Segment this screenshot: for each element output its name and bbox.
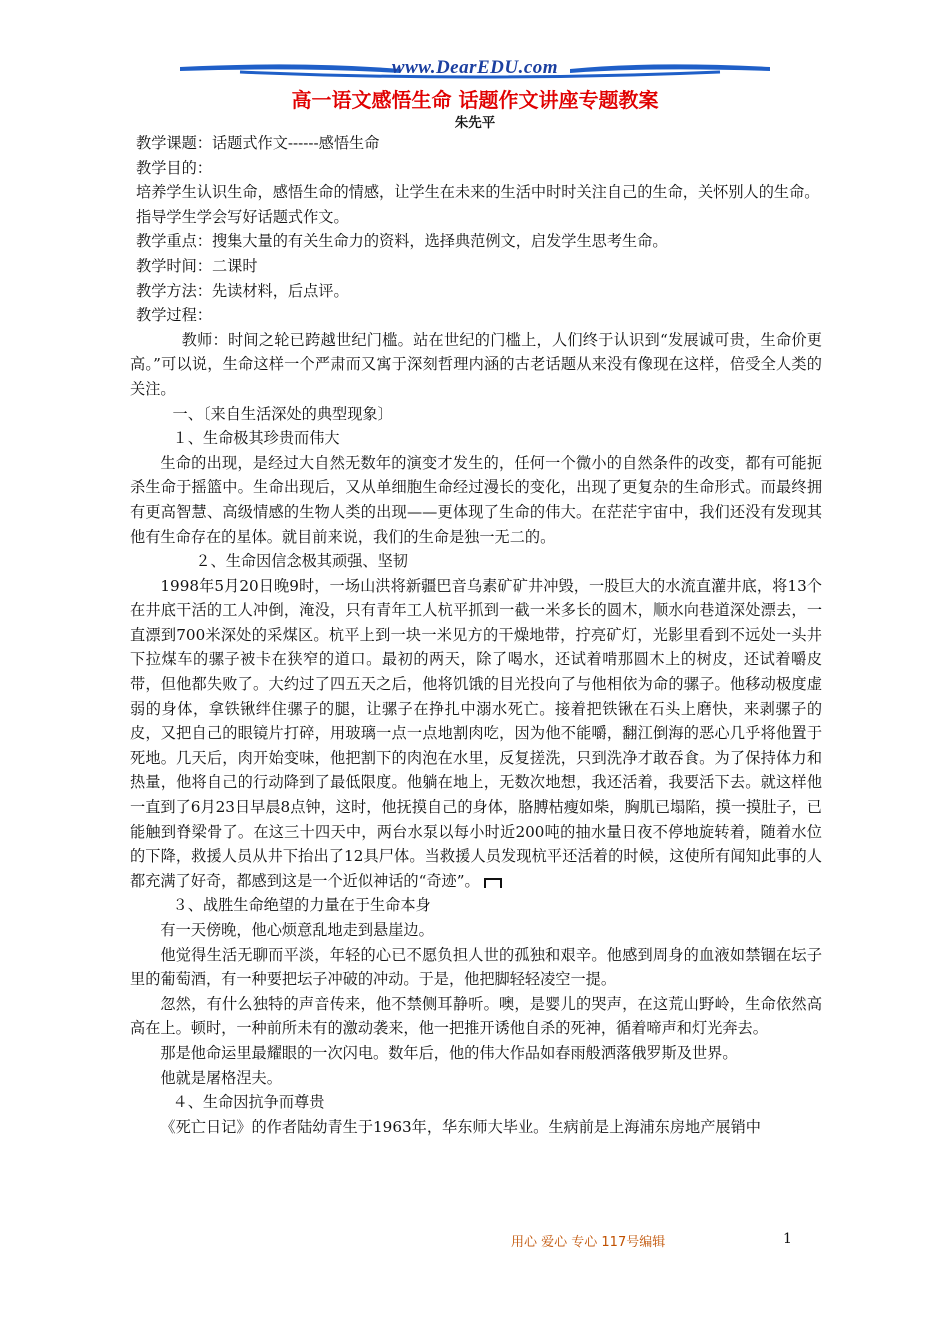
paragraph-cliff: 有一天傍晚，他心烦意乱地走到悬崖边。 bbox=[160, 921, 434, 939]
subheading-2: ２、生命因信念极其顽强、坚韧 bbox=[195, 552, 408, 571]
lesson-time: 教学时间：二课时 bbox=[136, 256, 258, 275]
lesson-goal-1: 培养学生认识生命，感悟生命的情感，让学生在未来的生活中时时关注自己的生命，关怀别人的生命。 bbox=[136, 183, 820, 202]
document-body bbox=[130, 131, 822, 1139]
paragraph-boredom: 他觉得生活无聊而平淡，年轻的心已不愿负担人世的孤独和艰辛。他感到周身的血液如禁锢在坛子里的葡萄酒，有一种要把坛子冲破的冲动。于是，他把脚轻轻凌空一提。 bbox=[130, 945, 822, 989]
teacher-intro-paragraph: 教师：时间之轮已跨越世纪门槛。站在世纪的门槛上，人们终于认识到“发展诚可贵，生命价更高。”可以说，生命这样一个严肃而又寓于深刻哲理内涵的古老话题从来没有像现在这样，倍受全人类的关注。 bbox=[130, 330, 822, 398]
lesson-goal-heading: 教学目的： bbox=[136, 158, 212, 177]
subheading-3: ３、战胜生命绝望的力量在于生命本身 bbox=[172, 896, 431, 915]
paragraph-death-diary: 《死亡日记》的作者陆幼青生于1963年，华东师大毕业。生病前是上海浦东房地产展销中 bbox=[160, 1117, 761, 1136]
paragraph-baby-cry: 忽然，有什么独特的声音传来，他不禁侧耳静听。噢，是婴儿的哭声，在这荒山野岭，生命依然高高在上。顿时，一种前所未有的激动袭来，他一把推开诱他自杀的死神，循着啼声和灯光奔去。 bbox=[130, 994, 822, 1038]
footer-slogan: 用心 爱心 专心 117号编辑 bbox=[511, 1235, 666, 1250]
page-number: 1 bbox=[783, 1231, 792, 1247]
document-title: 高一语文感悟生命 话题作文讲座专题教案 bbox=[291, 88, 659, 112]
lesson-method: 教学方法：先读材料，后点评。 bbox=[136, 281, 349, 300]
lesson-process-heading: 教学过程： bbox=[136, 306, 212, 325]
return-mark-icon bbox=[484, 878, 502, 888]
document-author: 朱先平 bbox=[454, 115, 496, 131]
section-heading-1: 一、〔来自生活深处的典型现象〕 bbox=[172, 404, 393, 423]
subheading-1: １、生命极其珍贵而伟大 bbox=[172, 429, 340, 448]
lesson-goal-2: 指导学生学会写好话题式作文。 bbox=[136, 207, 349, 226]
paragraph-life-precious: 生命的出现，是经过大自然无数年的演变才发生的，任何一个微小的自然条件的改变，都有可能扼杀生命于摇篮中。生命出现后，又从单细胞生命经过漫长的变化，出现了更复杂的生命形式。而最终拥有更高智慧、高级情感的生物人类的出现——更体现了生命的伟大。在茫茫宇宙中，我们还没有发现其他有生命存在的星体。就目前来说，我们的生命是独一无二的。 bbox=[130, 453, 822, 546]
site-url: www.DearEDU.com bbox=[391, 57, 559, 78]
paragraph-hang-ping-story bbox=[130, 574, 822, 894]
lesson-focus: 教学重点：搜集大量的有关生命力的资料，选择典范例文，启发学生思考生命。 bbox=[136, 232, 668, 251]
lesson-topic: 教学课题：话题式作文------感悟生命 bbox=[136, 134, 380, 152]
subheading-4: ４、生命因抗争而尊贵 bbox=[172, 1093, 325, 1112]
paragraph-lightning: 那是他命运里最耀眼的一次闪电。数年后，他的伟大作品如春雨般洒落俄罗斯及世界。 bbox=[160, 1043, 738, 1062]
paragraph-hang-ping-text: 1998年5月20日晚9时，一场山洪将新疆巴音乌素矿矿井冲毁，一股巨大的水流直灌井底，将13个在井底干活的工人冲倒，淹没，只有青年工人杭平抓到一截一米多长的圆木，顺水向巷道深处漂去，一直漂到700米深处的采煤区。杭平上到一块一米见方的干燥地带，拧亮矿灯，光影里看到不远处一头井下拉煤车的骡子被卡在狭窄的道口。最初的两天，除了喝水，还试着啃那圆木上的树皮，还试着嚼皮带，但他都失败了。大约过了四五天之后，他将饥饿的目光投向了与他相依为命的骡子。他移动极度虚弱的身体，拿铁锹绊住骡子的腿，让骡子在挣扎中溺水死亡。接着把铁锹在石头上磨快，来剥骡子的皮，又把自己的眼镜片打碎，用玻璃一点一点地割肉吃，因为他不能嚼，翻江倒海的恶心几乎将他置于死地。几天后，肉开始变味，他把割下的肉泡在水里，反复搓洗，只到洗净才敢吞食。为了保持体力和热量，他将自己的行动降到了最低限度。他躺在地上，无数次地想，我还活着，我要活下去。就这样他一直到了6月23日早晨8点钟，这时，他抚摸自己的身体，胳膊枯瘦如柴，胸肌已塌陷，摸一摸肚子，已能触到脊梁骨了。在这三十四天中，两台水泵以每小时近200吨的抽水量日夜不停地旋转着，随着水位的下降，救援人员从井下抬出了12具尸体。当救援人员发现杭平还活着的时候，这使所有闻知此事的人都充满了好奇，都感到这是一个近似神话的“奇迹”。 bbox=[130, 576, 822, 890]
paragraph-turgenev: 他就是屠格涅夫。 bbox=[160, 1068, 282, 1087]
